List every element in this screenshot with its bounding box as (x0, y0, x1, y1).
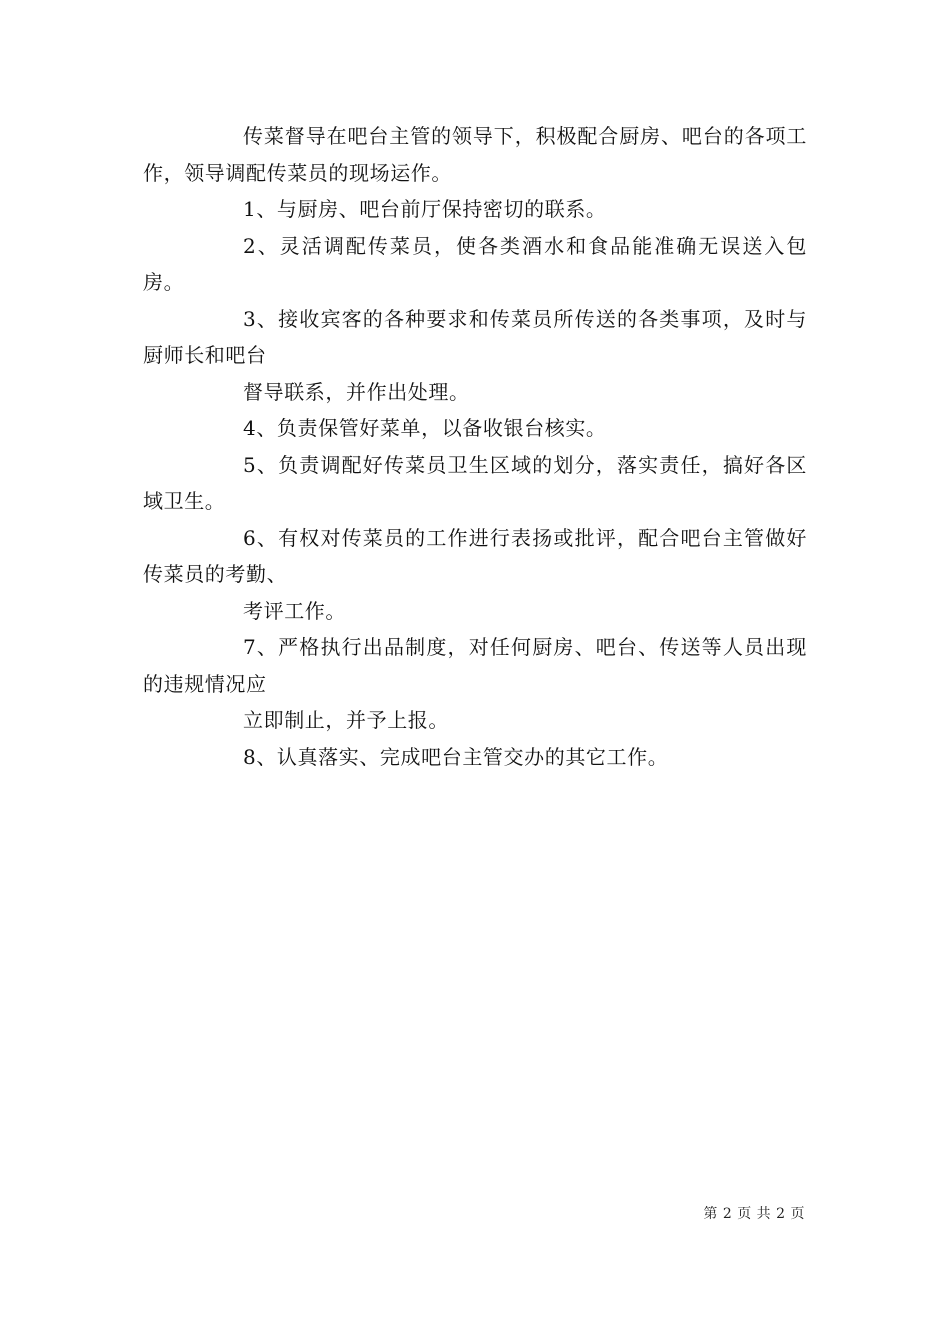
paragraph-item-5: 5、负责调配好传菜员卫生区域的划分，落实责任，搞好各区域卫生。 (143, 452, 807, 513)
paragraph-item-6: 6、有权对传菜员的工作进行表扬或批评，配合吧台主管做好传菜员的考勤、 (143, 525, 807, 586)
document-body (143, 118, 807, 775)
paragraph-intro: 传菜督导在吧台主管的领导下，积极配合厨房、吧台的各项工作，领导调配传菜员的现场运作。 (143, 124, 807, 185)
paragraph-item-2: 2、灵活调配传菜员，使各类酒水和食品能准确无误送入包房。 (143, 233, 807, 294)
page-number-footer: 第 2 页 共 2 页 (703, 1206, 805, 1222)
paragraph-item-6-continued: 考评工作。 (243, 598, 346, 623)
paragraph-item-4: 4、负责保管好菜单，以备收银台核实。 (243, 416, 607, 440)
paragraph-item-1: 1、与厨房、吧台前厅保持密切的联系。 (243, 197, 607, 221)
paragraph-item-3: 3、接收宾客的各种要求和传菜员所传送的各类事项，及时与厨师长和吧台 (143, 306, 807, 367)
paragraph-item-7: 7、严格执行出品制度，对任何厨房、吧台、传送等人员出现的违规情况应 (143, 635, 807, 696)
paragraph-item-3-continued: 督导联系，并作出处理。 (243, 379, 470, 404)
paragraph-item-7-continued: 立即制止，并予上报。 (243, 708, 449, 732)
paragraph-item-8: 8、认真落实、完成吧台主管交办的其它工作。 (243, 744, 669, 769)
